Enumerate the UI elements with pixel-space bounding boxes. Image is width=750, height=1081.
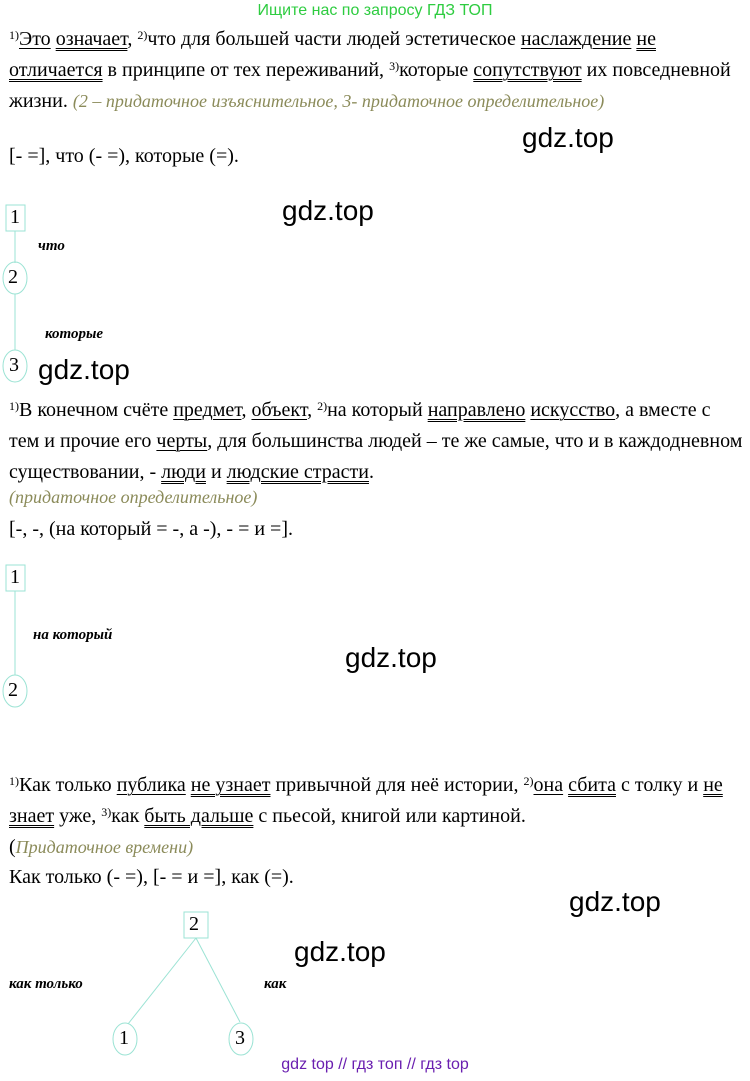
subject: она xyxy=(533,774,564,796)
text: с пьесой, книгой или картиной. xyxy=(253,805,526,827)
scheme-2: [-, -, (на который = -, а -), - = и =]. xyxy=(9,518,293,540)
diagram2-label-na-kotoryj: на который xyxy=(33,627,113,643)
text: с толку и xyxy=(615,774,704,796)
predicate: люди xyxy=(161,461,206,483)
top-banner[interactable]: Ищите нас по запросу ГДЗ ТОП xyxy=(257,2,493,19)
diagram3-node-3: 3 xyxy=(235,1027,245,1049)
watermark: gdz.top xyxy=(294,936,386,967)
diagram1-node-1: 1 xyxy=(10,206,20,228)
predicate: не знает xyxy=(9,774,723,827)
text: привычной для неё истории, xyxy=(270,774,524,796)
text: , xyxy=(127,28,138,50)
diagram3-label-kak-tolko: как только xyxy=(9,976,83,992)
marker-1: 1) xyxy=(9,28,19,42)
text: и xyxy=(205,461,227,483)
diagram3-line-left xyxy=(128,938,196,1024)
diagram3-line-right xyxy=(196,938,240,1022)
diagram2-node-2: 2 xyxy=(8,679,18,701)
diagram1-node-3: 3 xyxy=(9,354,19,376)
watermark: gdz.top xyxy=(522,122,614,153)
predicate: направлено xyxy=(427,399,526,421)
subject: черты xyxy=(156,430,208,452)
marker-2: 2) xyxy=(137,28,148,42)
text: как xyxy=(111,805,145,827)
subject: объект xyxy=(251,399,308,421)
text: в принципе от тех переживаний, xyxy=(102,59,390,81)
text: что для большей части людей эстетическое xyxy=(147,28,521,50)
predicate: сопутствуют xyxy=(473,59,582,81)
clause-note-3 xyxy=(9,836,193,859)
sentence-2 xyxy=(9,395,744,488)
scheme-3: Как только (- =), [- = и =], как (=). xyxy=(9,866,294,888)
footer-links[interactable]: gdz top // гдз топ // гдз top xyxy=(281,1056,469,1073)
diagram3-node-2: 2 xyxy=(189,913,199,935)
text: , xyxy=(241,399,252,421)
text: Как только xyxy=(19,774,117,796)
text: . xyxy=(368,461,374,483)
predicate: означает xyxy=(55,28,128,50)
text: их повседневной жизни. xyxy=(9,59,731,112)
watermark: gdz.top xyxy=(345,642,437,673)
sentence-3 xyxy=(9,770,744,832)
watermark: gdz.top xyxy=(38,354,130,385)
subject: наслаждение xyxy=(520,28,632,50)
marker-3: 3) xyxy=(101,805,112,819)
marker-2: 2) xyxy=(317,399,328,413)
text: , а вместе с тем и прочие его xyxy=(9,399,711,452)
note-paren: ( xyxy=(9,836,16,858)
diagram2-node-1: 1 xyxy=(10,566,20,588)
subject: Это xyxy=(19,28,51,50)
diagram1-label-kotorye: которые xyxy=(45,326,104,342)
diagram1-label-chto: что xyxy=(38,238,65,254)
scheme-1: [- =], что (- =), которые (=). xyxy=(9,145,239,167)
text: которые xyxy=(399,59,474,81)
diagram3-label-kak: как xyxy=(264,976,287,992)
watermark: gdz.top xyxy=(282,195,374,226)
clause-note: (2 – придаточное изъяснительное, 3- придаточное определительное) xyxy=(72,91,605,111)
watermark: gdz.top xyxy=(569,886,661,917)
text: В конечном счёте xyxy=(19,399,174,421)
text: на который xyxy=(327,399,428,421)
predicate: не узнает xyxy=(190,774,271,796)
subject: предмет xyxy=(173,399,242,421)
subject: искусство xyxy=(530,399,616,421)
clause-note-2: (придаточное определительное) xyxy=(9,487,258,507)
diagram1-node-2: 2 xyxy=(8,266,18,288)
diagram3-node-1: 1 xyxy=(119,1027,129,1049)
text: уже, xyxy=(54,805,102,827)
text: , для большинства людей – те же самые, что и в каждодневном существовании, - xyxy=(9,430,743,483)
predicate: сбита xyxy=(568,774,616,796)
predicate: людские страсти xyxy=(226,461,369,483)
subject: публика xyxy=(116,774,186,796)
marker-3: 3) xyxy=(389,59,400,73)
note-text: Придаточное времени) xyxy=(15,837,194,857)
predicate: быть дальше xyxy=(144,805,254,827)
predicate: не отличается xyxy=(9,28,656,81)
marker-1: 1) xyxy=(9,774,19,788)
text: , xyxy=(307,399,318,421)
marker-1: 1) xyxy=(9,399,19,413)
marker-2: 2) xyxy=(523,774,534,788)
sentence-1 xyxy=(9,24,744,117)
